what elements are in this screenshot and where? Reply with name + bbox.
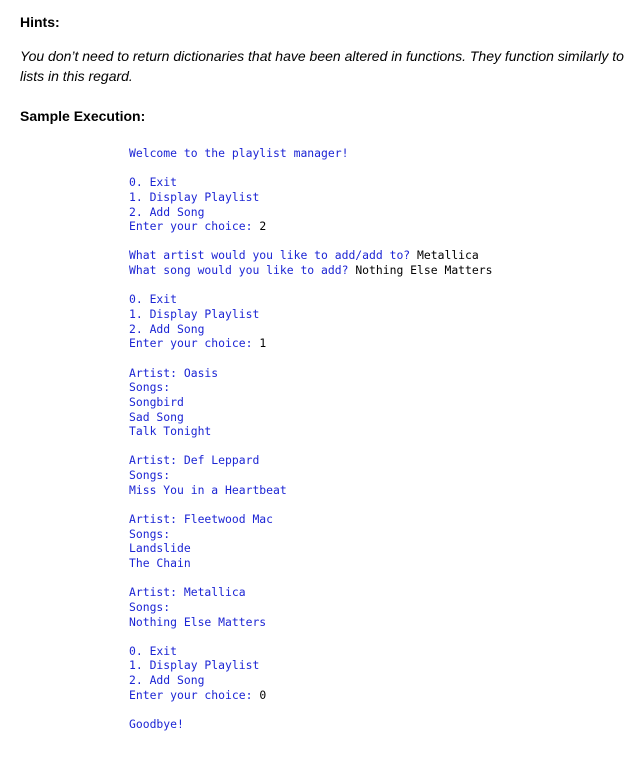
console-program-output: Landslide: [129, 541, 191, 556]
console-line: [129, 248, 492, 263]
console-line: [129, 717, 492, 732]
console-line: [129, 219, 492, 234]
console-program-output: 2. Add Song: [129, 321, 205, 336]
console-user-input: Metallica: [417, 248, 479, 263]
console-line: [129, 527, 492, 542]
console-program-output: Songs:: [129, 380, 171, 395]
console-line: [129, 336, 492, 351]
console-program-output: What song would you like to add?: [129, 263, 356, 278]
console-line: [129, 615, 492, 630]
console-line: [129, 292, 492, 307]
console-program-output: Enter your choice:: [129, 336, 260, 351]
hints-heading: Hints:: [20, 14, 60, 30]
console-user-input: 0: [259, 687, 267, 702]
console-user-input: Nothing Else Matters: [355, 263, 493, 278]
hints-text: You don’t need to return dictionaries that have been altered in functions. They function similarly to lists in this regard.: [20, 48, 624, 84]
console-line: [129, 571, 492, 586]
console-program-output: Artist: Fleetwood Mac: [129, 512, 274, 527]
console-program-output: Talk Tonight: [129, 424, 212, 439]
console-program-output: Artist: Metallica: [129, 585, 246, 600]
console-program-output: Songbird: [129, 394, 184, 409]
console-line: [129, 688, 492, 703]
console-line: [129, 644, 492, 659]
console-program-output: Artist: Def Leppard: [129, 453, 260, 468]
console-line: [129, 658, 492, 673]
console-line: [129, 497, 492, 512]
console-line: [129, 263, 492, 278]
console-program-output: Enter your choice:: [129, 687, 260, 702]
console-line: [129, 453, 492, 468]
console-program-output: Sad Song: [129, 409, 184, 424]
console-line: [129, 468, 492, 483]
console-line: [129, 307, 492, 322]
console-program-output: 0. Exit: [129, 175, 178, 190]
console-line: [129, 585, 492, 600]
console-line: [129, 366, 492, 381]
console-line: [129, 483, 492, 498]
console-program-output: 1. Display Playlist: [129, 658, 260, 673]
console-line: [129, 395, 492, 410]
console-program-output: 2. Add Song: [129, 673, 205, 688]
console-program-output: Goodbye!: [129, 716, 184, 731]
console-program-output: Artist: Oasis: [129, 365, 219, 380]
console-program-output: The Chain: [129, 555, 191, 570]
console-program-output: What artist would you like to add/add to?: [129, 248, 418, 263]
console-program-output: Enter your choice:: [129, 219, 260, 234]
console-line: [129, 205, 492, 220]
console-line: [129, 146, 492, 161]
console-user-input: 1: [259, 336, 267, 351]
console-line: [129, 424, 492, 439]
console-line: [129, 278, 492, 293]
console-user-input: 2: [259, 219, 267, 234]
console-program-output: 0. Exit: [129, 292, 178, 307]
console-program-output: Welcome to the playlist manager!: [129, 146, 349, 160]
console-program-output: 2. Add Song: [129, 204, 205, 219]
console-line: [129, 556, 492, 571]
console-program-output: Songs:: [129, 468, 171, 483]
console-line: [129, 234, 492, 249]
console-program-output: Songs:: [129, 599, 171, 614]
sample-execution-heading: Sample Execution:: [20, 108, 146, 124]
console-line: [129, 161, 492, 176]
console-program-output: Nothing Else Matters: [129, 614, 267, 629]
console-line: [129, 512, 492, 527]
console-line: [129, 673, 492, 688]
console-program-output: Miss You in a Heartbeat: [129, 482, 287, 497]
console-line: [129, 410, 492, 425]
console-program-output: 0. Exit: [129, 643, 178, 658]
console-line: [129, 600, 492, 615]
console-line: [129, 541, 492, 556]
console-line: [129, 190, 492, 205]
console-line: [129, 439, 492, 454]
sample-console-output: [129, 146, 492, 732]
console-line: [129, 322, 492, 337]
console-program-output: Songs:: [129, 526, 171, 541]
console-line: [129, 380, 492, 395]
console-line: [129, 175, 492, 190]
console-line: [129, 629, 492, 644]
console-line: [129, 351, 492, 366]
console-line: [129, 702, 492, 717]
console-program-output: 1. Display Playlist: [129, 307, 260, 322]
console-program-output: 1. Display Playlist: [129, 189, 260, 204]
